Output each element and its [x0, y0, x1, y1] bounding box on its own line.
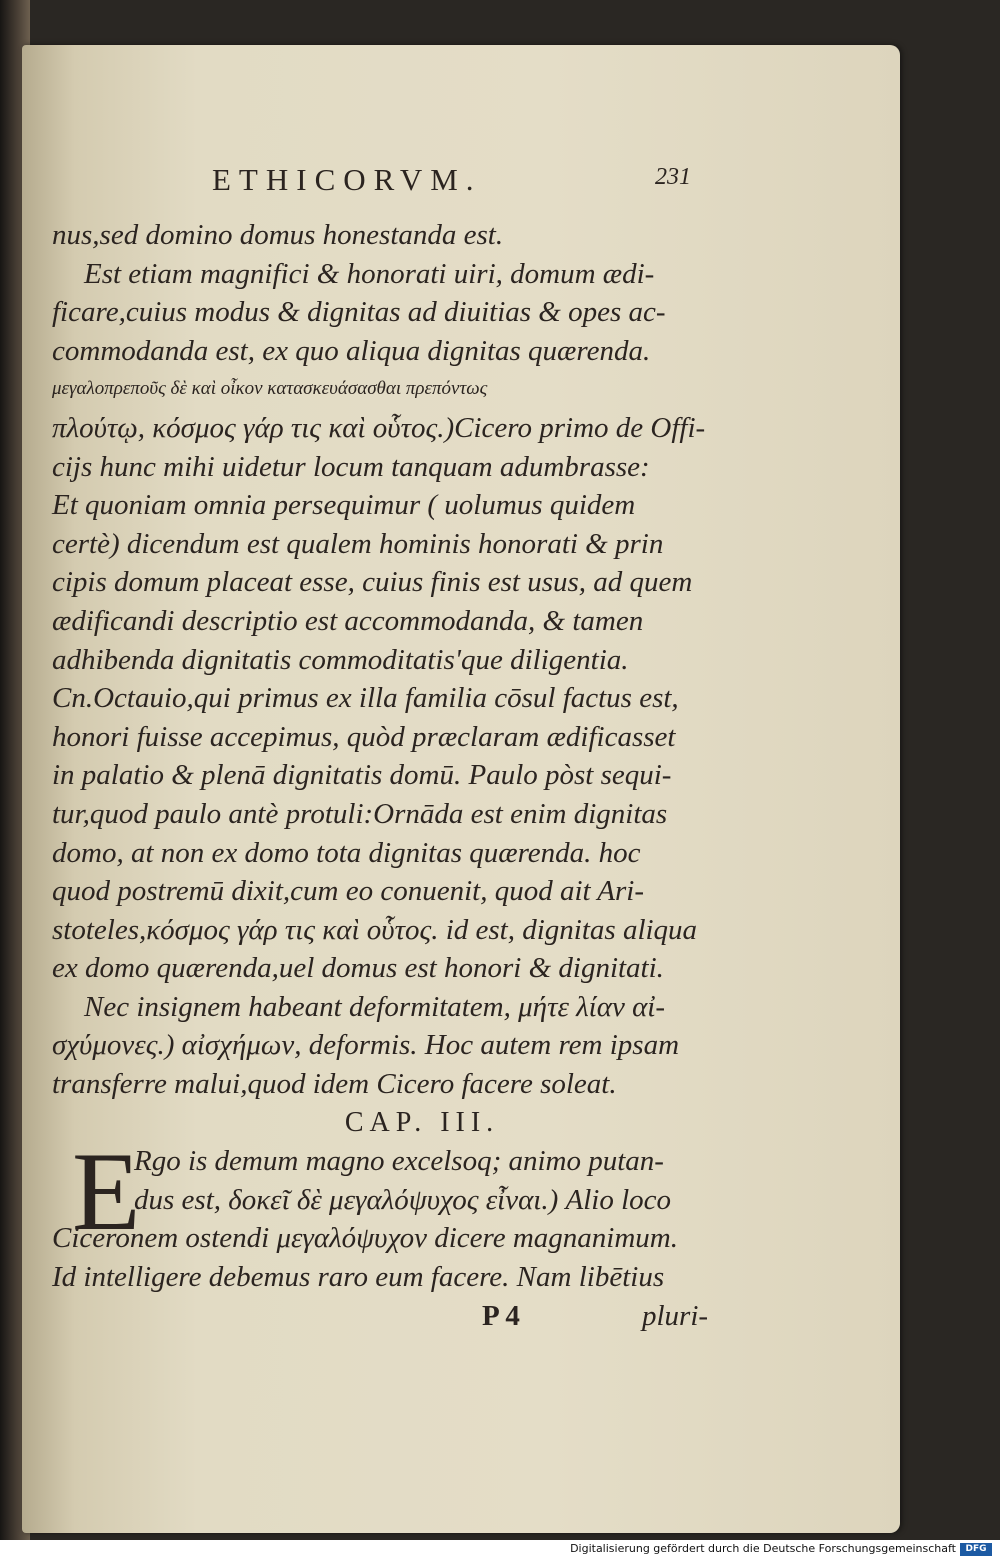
digitization-footer — [0, 1540, 1000, 1560]
text-line: domo, at non ex domo tota dignitas quærenda. hoc — [52, 836, 641, 869]
greek-text-line: μεγαλοπρεποῦς δὲ καὶ οἶκον κατασκευάσασθαι πρεπόντως — [52, 378, 488, 400]
text-line: ficare,cuius modus & dignitas ad diuitias & opes ac- — [52, 296, 666, 329]
catchword: pluri- — [642, 1299, 709, 1332]
text-line: adhibenda dignitatis commoditatis'que diligentia. — [52, 643, 629, 676]
text-line: certè) dicendum est qualem hominis honorati & prin — [52, 527, 664, 560]
signature-mark: P 4 — [482, 1299, 520, 1332]
body-text — [52, 216, 712, 1335]
page-number: 231 — [655, 164, 691, 190]
text-line: commodanda est, ex quo aliqua dignitas quærenda. — [52, 334, 651, 367]
text-line: cijs hunc mihi uidetur locum tanquam adumbrasse: — [52, 450, 650, 483]
text-line: Rgo is demum magno excelsoq; animo putan- — [134, 1145, 664, 1178]
text-line: Et quoniam omnia persequimur ( uolumus quidem — [52, 489, 636, 522]
chapter-opening — [52, 1130, 712, 1296]
text-line: σχύμονες.) αἰσχήμων, deformis. Hoc autem rem ipsam — [52, 1029, 680, 1062]
page-foot — [52, 1297, 712, 1336]
text-line: cipis domum placeat esse, cuius finis est usus, ad quem — [52, 566, 693, 599]
text-line: ædificandi descriptio est accommodanda, & tamen — [52, 604, 644, 637]
text-line: Nec insignem habeant deformitatem, μήτε λίαν αἰ- — [84, 990, 666, 1023]
text-line: quod postremū dixit,cum eo conuenit, quod ait Ari- — [52, 875, 645, 908]
text-line: stoteles,κόσμος γάρ τις καὶ οὗτος. id est, dignitas aliqua — [52, 913, 698, 946]
text-line: transferre malui,quod idem Cicero facere soleat. — [52, 1068, 617, 1101]
text-line: ex domo quærenda,uel domus est honori & dignitati. — [52, 952, 664, 985]
text-line: in palatio & plenā dignitatis domū. Paulo pòst sequi- — [52, 759, 672, 792]
chapter-heading: CAP. III. — [344, 1106, 500, 1138]
text-line: dus est, δοκεῖ δὲ μεγαλόψυχος εἶναι.) Alio loco — [134, 1183, 672, 1216]
page-header — [0, 162, 1000, 196]
text-line: πλούτῳ, κόσμος γάρ τις καὶ οὗτος.)Cicero primo de Offi- — [52, 411, 706, 444]
text-line: Id intelligere debemus raro eum facere. Nam libētius — [52, 1261, 665, 1294]
drop-cap: E — [72, 1130, 141, 1255]
dfg-logo: DFG — [960, 1543, 992, 1556]
text-line: tur,quod paulo antè protuli:Ornāda est enim dignitas — [52, 797, 668, 830]
text-line: Ciceronem ostendi μεγαλόψυχον dicere magnanimum. — [52, 1222, 678, 1255]
text-line: nus,sed domino domus honestanda est. — [52, 219, 504, 251]
text-line: honori fuisse accepimus, quòd præclaram ædificasset — [52, 720, 676, 753]
text-line: Cn.Octauio,qui primus ex illa familia cōsul factus est, — [52, 682, 679, 715]
running-head: ETHICORVM. — [212, 162, 482, 197]
text-line: Est etiam magnifici & honorati uiri, domum ædi- — [84, 257, 655, 290]
footer-credit: Digitalisierung gefördert durch die Deutsche Forschungsgemeinschaft — [570, 1542, 956, 1555]
